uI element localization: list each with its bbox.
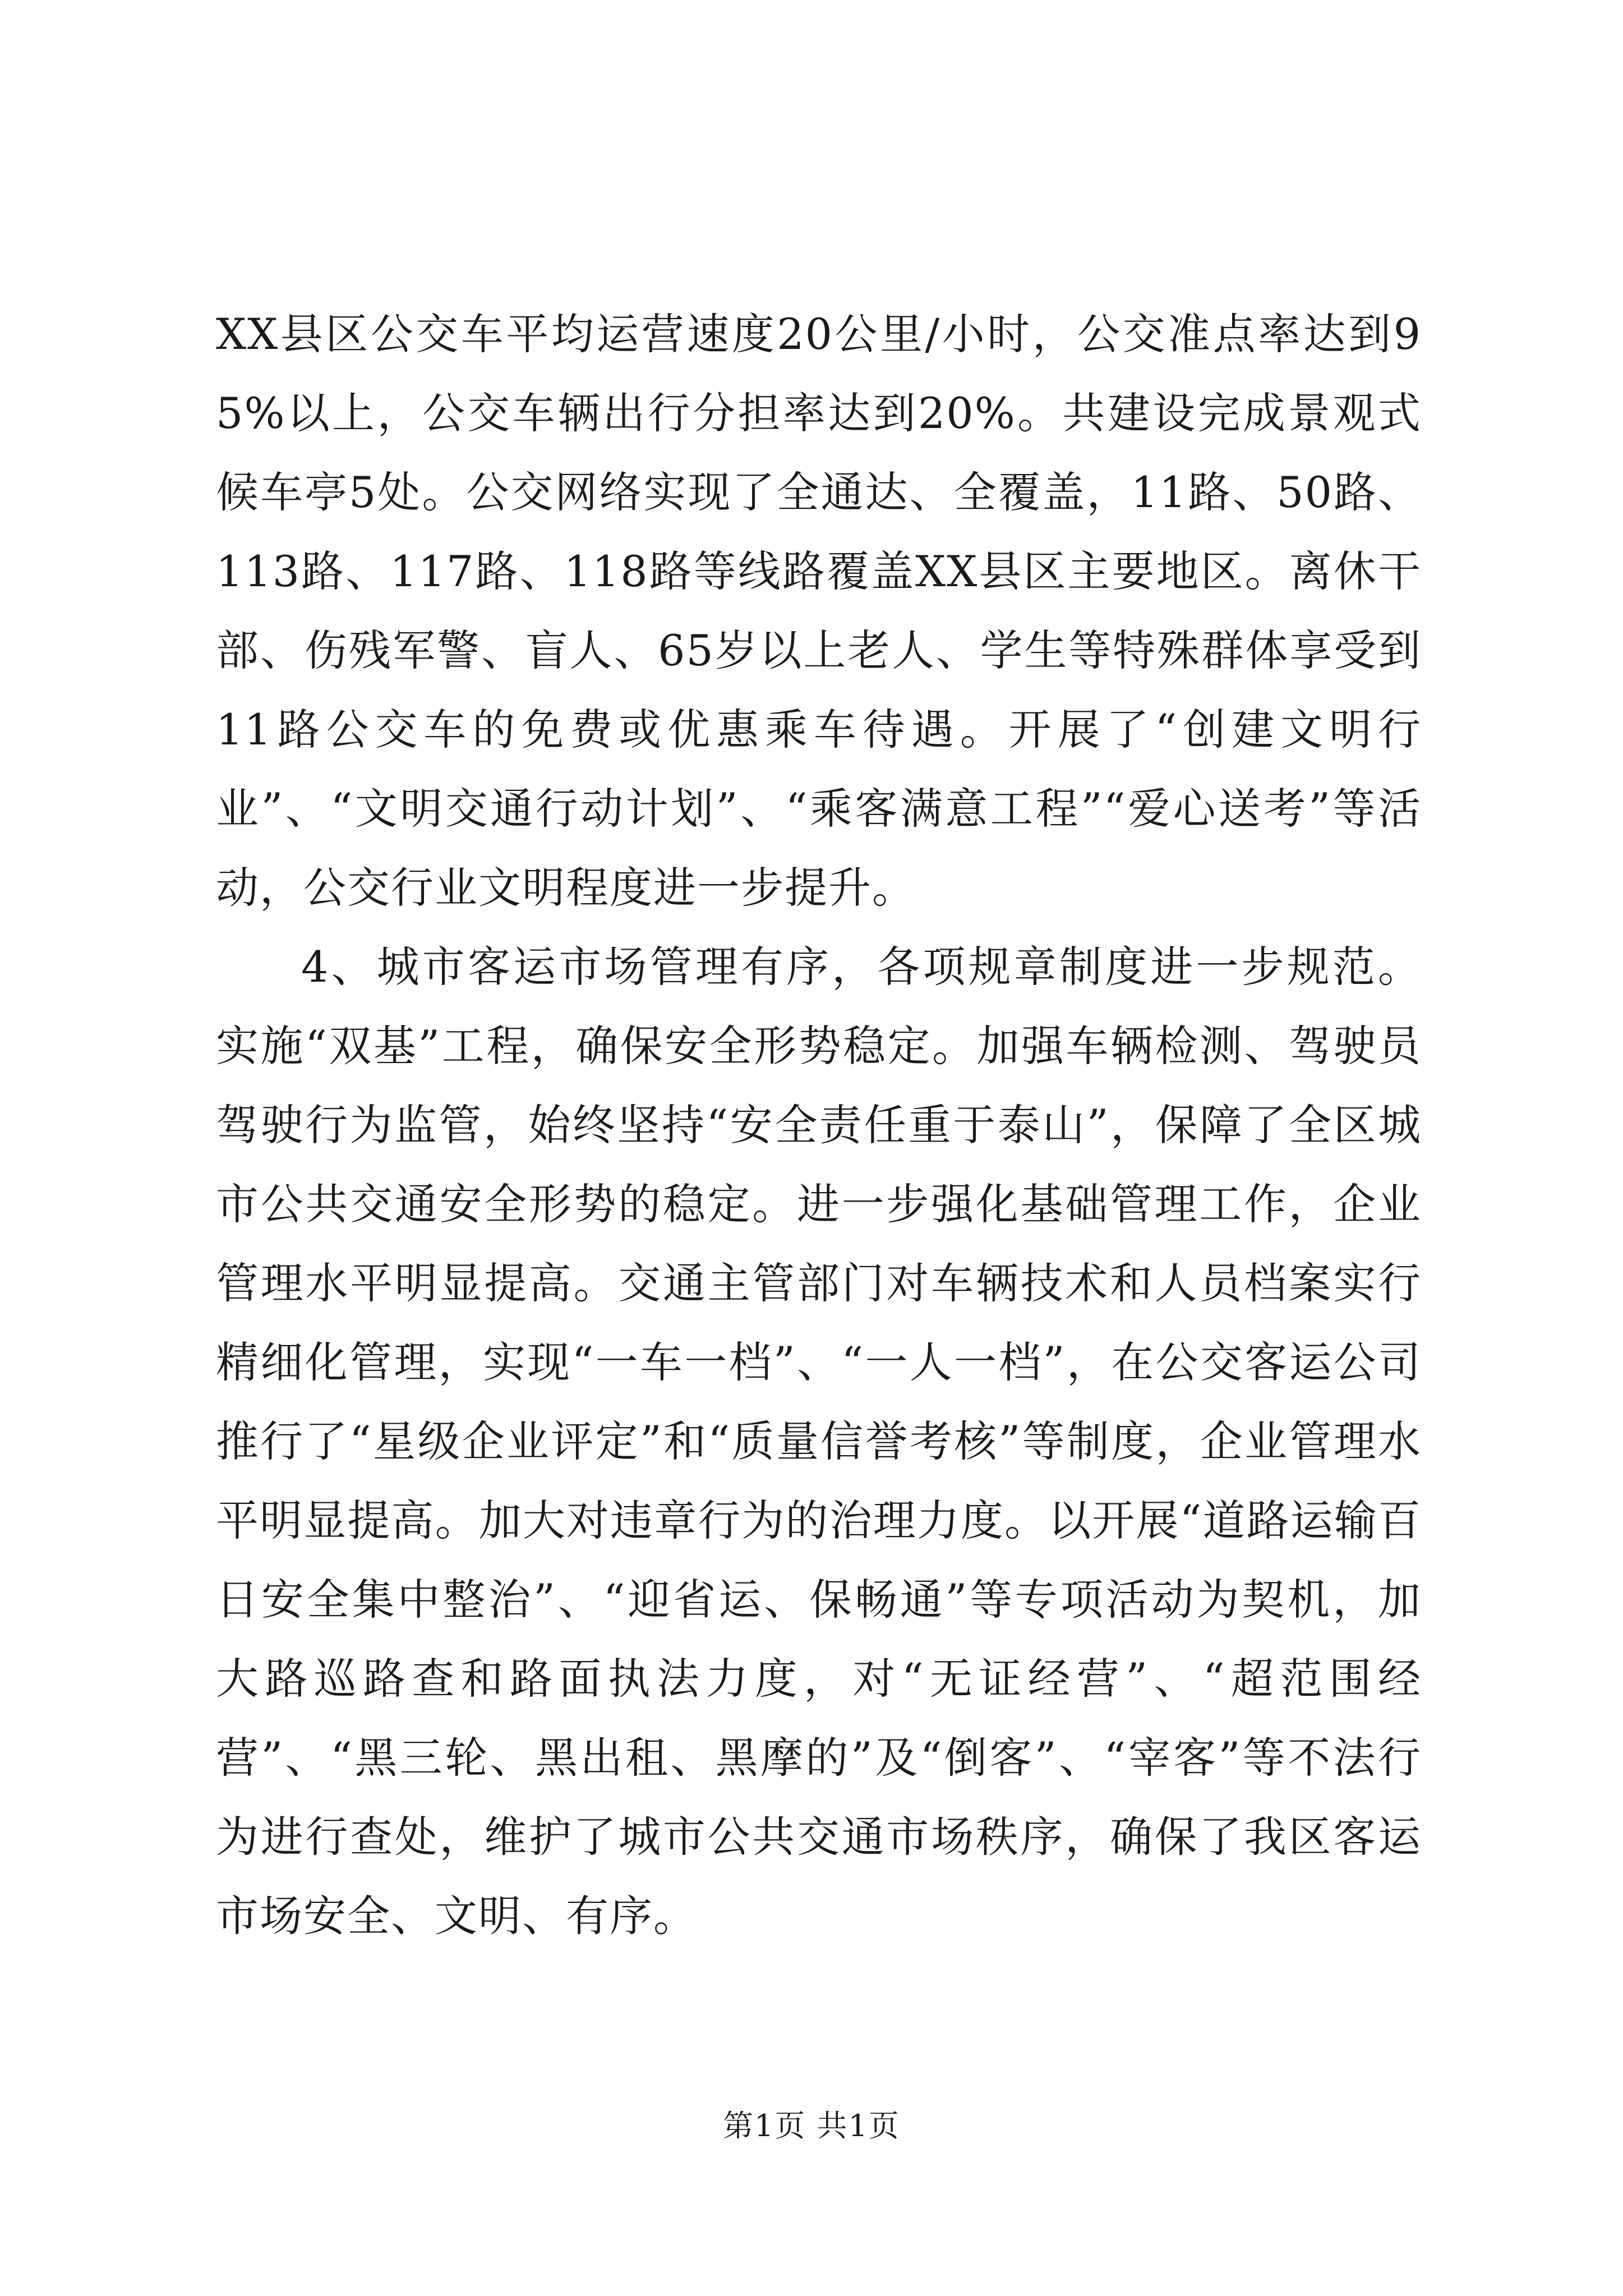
page-footer: 第1页 共1页	[723, 2108, 900, 2143]
paragraph-bus-operations: XX县区公交车平均运营速度20公里/小时，公交准点率达到95%以上，公交车辆出行分担率达到20%。共建设完成景观式候车亭5处。公交网络实现了全通达、全覆盖，11路、50路、113路、117路、118路等线路覆盖XX县区主要地区。离休干部、伤残军警、盲人、65岁以上老人、学生等特殊群体享受到11路公交车的免费或优惠乘车待遇。开展了“创建文明行业”、“文明交通行动计划”、“乘客满意工程”“爱心送考”等活动，公交行业文明程度进一步提升。	[216, 309, 1422, 913]
document-body	[216, 295, 1422, 1955]
paragraph-passenger-market-management: 4、城市客运市场管理有序，各项规章制度进一步规范。实施“双基”工程，确保安全形势稳定。加强车辆检测、驾驶员驾驶行为监管，始终坚持“安全责任重于泰山”，保障了全区城市公共交通安全形势的稳定。进一步强化基础管理工作，企业管理水平明显提高。交通主管部门对车辆技术和人员档案实行精细化管理，实现“一车一档”、“一人一档”，在公交客运公司推行了“星级企业评定”和“质量信誉考核”等制度，企业管理水平明显提高。加大对违章行为的治理力度。以开展“道路运输百日安全集中整治”、“迎省运、保畅通”等专项活动为契机，加大路巡路查和路面执法力度，对“无证经营”、“超范围经营”、“黑三轮、黑出租、黑摩的”及“倒客”、“宰客”等不法行为进行查处，维护了城市公共交通市场秩序，确保了我区客运市场安全、文明、有序。	[216, 942, 1422, 1941]
